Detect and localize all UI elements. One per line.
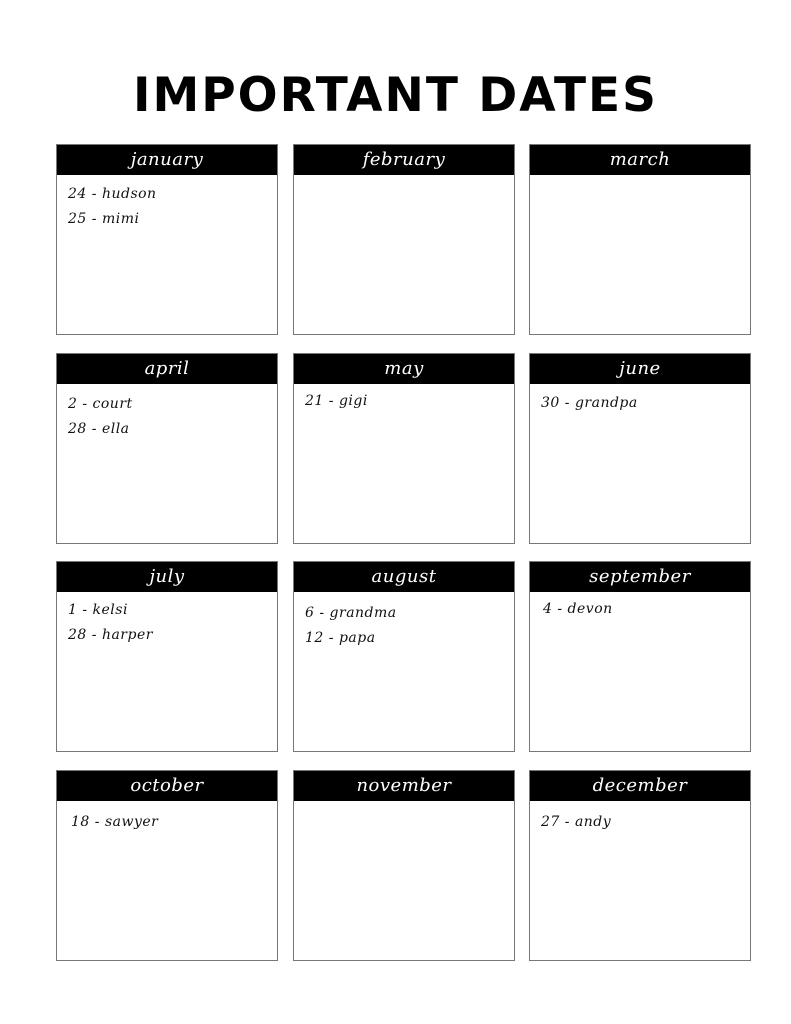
- month-header: october: [57, 771, 277, 801]
- month-card-october: [56, 770, 278, 961]
- date-list: [57, 592, 277, 648]
- date-entry: 28 - ella: [68, 421, 130, 437]
- month-card-january: [56, 144, 278, 335]
- month-header: august: [294, 562, 514, 592]
- date-list: [294, 801, 514, 808]
- month-card-december: [529, 770, 751, 961]
- date-entry: 27 - andy: [541, 814, 612, 830]
- month-header: february: [294, 145, 514, 175]
- date-list: [294, 592, 514, 651]
- month-card-august: [293, 561, 515, 752]
- month-card-september: [529, 561, 751, 752]
- date-entry: 4 - devon: [543, 601, 613, 617]
- date-entry: 30 - grandpa: [541, 395, 638, 411]
- month-header: may: [294, 354, 514, 384]
- date-list: [530, 592, 750, 622]
- month-header: march: [530, 145, 750, 175]
- month-header: april: [57, 354, 277, 384]
- date-entry: 21 - gigi: [305, 393, 368, 409]
- date-entry: 28 - harper: [68, 627, 153, 643]
- month-header: june: [530, 354, 750, 384]
- date-list: [57, 175, 277, 232]
- date-list: [530, 384, 750, 416]
- month-header: january: [57, 145, 277, 175]
- month-card-november: [293, 770, 515, 961]
- date-entry: 25 - mimi: [68, 211, 140, 227]
- date-list: [294, 175, 514, 182]
- date-list: [530, 801, 750, 835]
- month-card-july: [56, 561, 278, 752]
- month-header: december: [530, 771, 750, 801]
- month-card-april: [56, 353, 278, 544]
- date-entry: 24 - hudson: [68, 186, 157, 202]
- month-card-february: [293, 144, 515, 335]
- date-entry: 12 - papa: [305, 630, 376, 646]
- date-list: [294, 384, 514, 414]
- date-list: [57, 801, 277, 835]
- date-entry: 2 - court: [68, 396, 133, 412]
- month-header: september: [530, 562, 750, 592]
- date-entry: 1 - kelsi: [68, 602, 128, 618]
- month-card-march: [529, 144, 751, 335]
- page-title: IMPORTANT DATES: [132, 68, 659, 123]
- date-list: [530, 175, 750, 182]
- date-list: [57, 384, 277, 442]
- month-card-may: [293, 353, 515, 544]
- month-header: july: [57, 562, 277, 592]
- date-entry: 18 - sawyer: [71, 814, 159, 830]
- date-entry: 6 - grandma: [305, 605, 397, 621]
- month-header: november: [294, 771, 514, 801]
- month-card-june: [529, 353, 751, 544]
